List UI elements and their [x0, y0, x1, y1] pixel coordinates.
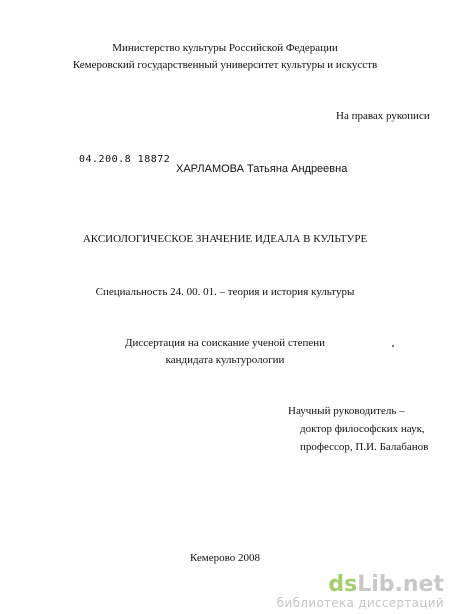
manuscript-note: На правах рукописи	[336, 110, 430, 122]
supervisor-line2: доктор философских наук,	[300, 423, 425, 435]
supervisor-line1: Научный руководитель –	[288, 405, 405, 417]
ministry-line: Министерство культуры Российской Федерации	[112, 42, 338, 54]
dslib-watermark	[277, 573, 444, 610]
watermark-subtitle: библиотека диссертаций	[276, 596, 444, 610]
watermark-logo-accent: ds	[328, 572, 358, 597]
archive-stamp: 04.200.8 18872	[79, 154, 171, 165]
place-year: Кемерово 2008	[189, 552, 260, 564]
supervisor-line3: профессор, П.И. Балабанов	[300, 441, 429, 453]
specialty-line: Специальность 24. 00. 01. – теория и история культуры	[95, 286, 355, 298]
university-line: Кемеровский государственный университет культуры и искусств	[72, 59, 378, 71]
dissertation-degree-line1: Диссертация на соискание ученой степени	[124, 337, 326, 349]
dissertation-degree-line2: кандидата культурологии	[165, 354, 285, 366]
author-name: ХАРЛАМОВА Татьяна Андреевна	[176, 163, 348, 175]
watermark-logo	[277, 573, 444, 597]
dissertation-title: АКСИОЛОГИЧЕСКОЕ ЗНАЧЕНИЕ ИДЕАЛА В КУЛЬТУРЕ	[82, 233, 368, 245]
watermark-logo-rest: Lib.net	[357, 572, 444, 597]
scan-speck	[392, 345, 394, 347]
